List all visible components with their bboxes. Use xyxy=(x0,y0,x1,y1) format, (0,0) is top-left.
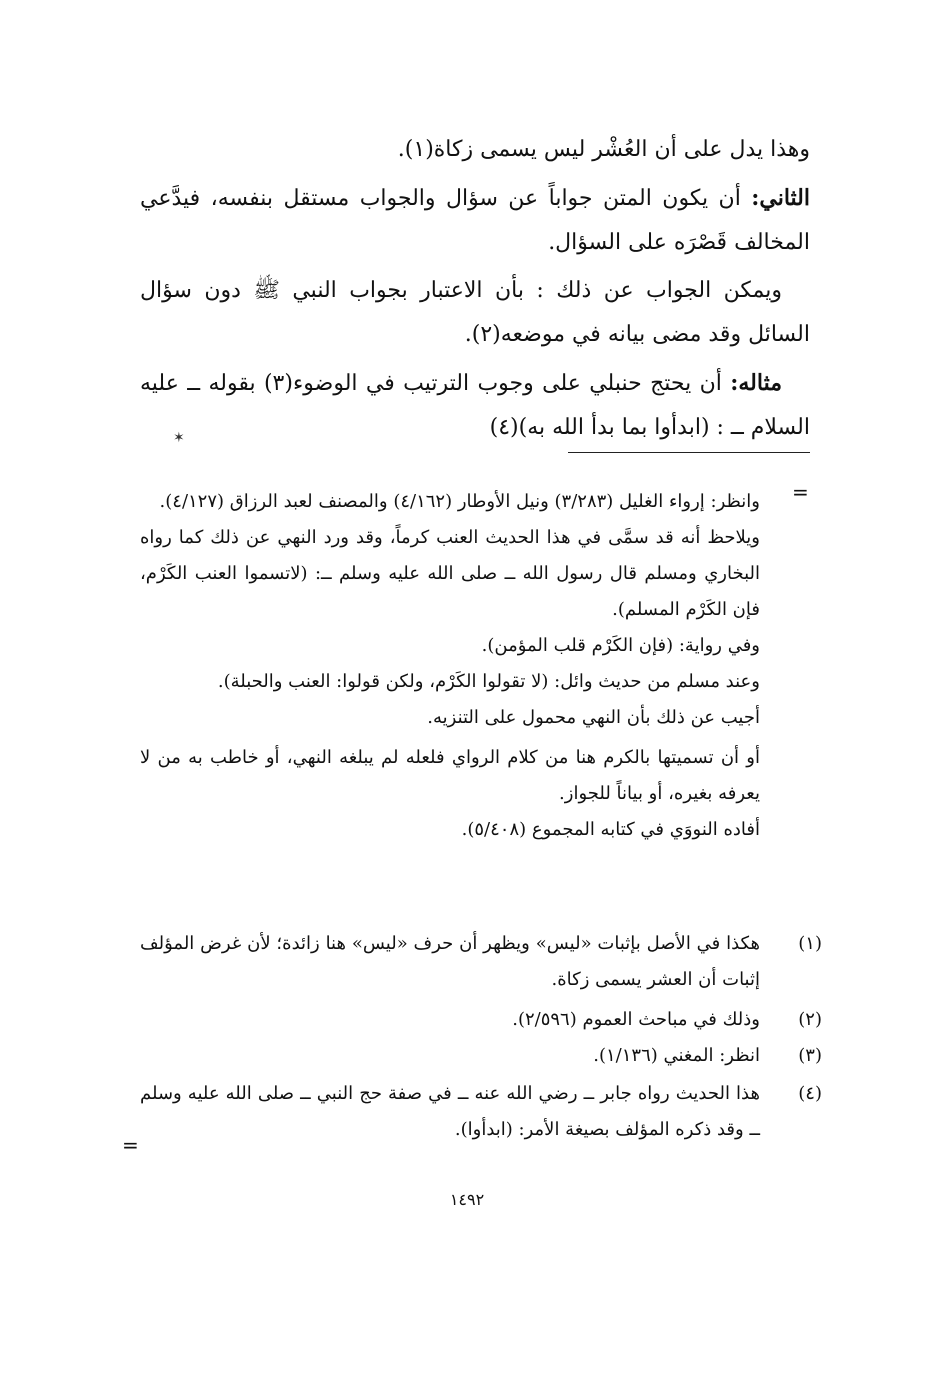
second-point-text: أن يكون المتن جواباً عن سؤال والجواب مستقل بنفسه، فيدَّعي المخالف قَصْرَه على السؤال. xyxy=(140,186,810,255)
note-paragraph-5: أجيب عن ذلك بأن النهي محمول على التنزيه. xyxy=(427,707,760,728)
footnote-text: هذا الحديث رواه جابر ــ رضي الله عنه ــ في صفة حج النبي ــ صلى الله عليه وسلم ــ وقد ذكره المؤلف بصيغة الأمر: (ابدأوا). xyxy=(140,1083,760,1140)
footnote-1 xyxy=(140,926,822,998)
example-paragraph xyxy=(140,361,810,450)
note-paragraph-2: ويلاحظ أنه قد سمَّى في هذا الحديث العنب كرماً، وقد ورد النهي عن ذلك كما رواه البخاري ومسلم قال رسول الله ــ صلى الله عليه وسلم ــ: (لاتسموا العنب الكَرْم، فإن الكَرْم المسلم). xyxy=(140,527,760,620)
footnote-separator xyxy=(568,452,810,453)
note-paragraph-7: أفاده النووَي في كتابه المجموع (٥/٤٠٨). xyxy=(461,819,760,840)
footnote-4 xyxy=(140,1076,822,1148)
footnote-number: (٤) xyxy=(798,1083,822,1104)
example-text: أن يحتج حنبلي على وجوب الترتيب في الوضوء(٣) بقوله ــ عليه السلام ــ : (ابدأوا بما بدأ الله به)(٤) xyxy=(140,371,810,440)
second-point-paragraph xyxy=(140,176,810,265)
continued-note xyxy=(140,484,760,848)
example-lead: مثاله: xyxy=(730,370,783,396)
continuation-mark-top: = xyxy=(792,480,809,504)
footnote-number: (١) xyxy=(798,933,822,954)
footnote-3 xyxy=(140,1038,822,1074)
footnote-text: هكذا في الأصل بإثبات «ليس» ويظهر أن حرف «ليس» هنا زائدة؛ لأن غرض المؤلف إثبات أن العشر يسمى زكاة. xyxy=(140,933,760,990)
note-paragraph-6: أو أن تسميتها بالكرم هنا من كلام الرواي فلعله لم يبلغه النهي، أو خاطب به من لا يعرفه بغيره، أو بياناً للجواز. xyxy=(140,747,760,804)
note-paragraph-3: وفي رواية: (فإن الكَرْم قلب المؤمن). xyxy=(481,635,760,656)
page-number: ١٤٩٢ xyxy=(449,1190,485,1209)
footnote-2 xyxy=(140,1002,822,1038)
answer-paragraph: ويمكن الجواب عن ذلك : بأن الاعتبار بجواب النبي ﷺ دون سؤال السائل وقد مضى بيانه في موضعه(٢). xyxy=(140,278,810,347)
footnote-number: (٣) xyxy=(798,1045,822,1066)
main-line-1: وهذا يدل على أن العُشْر ليس يسمى زكاة(١). xyxy=(397,137,810,162)
note-paragraph-4: وعند مسلم من حديث وائل: (لا تقولوا الكَرْم، ولكن قولوا: العنب والحبلة). xyxy=(217,671,760,692)
scan-speck: ✶ xyxy=(173,430,185,446)
footnote-text: وذلك في مباحث العموم (٢/٥٩٦). xyxy=(512,1009,760,1030)
continuation-mark-bottom: = xyxy=(122,1133,139,1157)
footnote-number: (٢) xyxy=(798,1009,822,1030)
main-text xyxy=(140,128,810,450)
note-paragraph-1: وانظر: إرواء الغليل (٣/٢٨٣) ونيل الأوطار (٤/١٦٢) والمصنف لعبد الرزاق (٤/١٢٧). xyxy=(159,491,760,512)
footnote-text: انظر: المغني (١/١٣٦). xyxy=(593,1045,760,1066)
second-point-lead: الثاني: xyxy=(751,185,810,211)
